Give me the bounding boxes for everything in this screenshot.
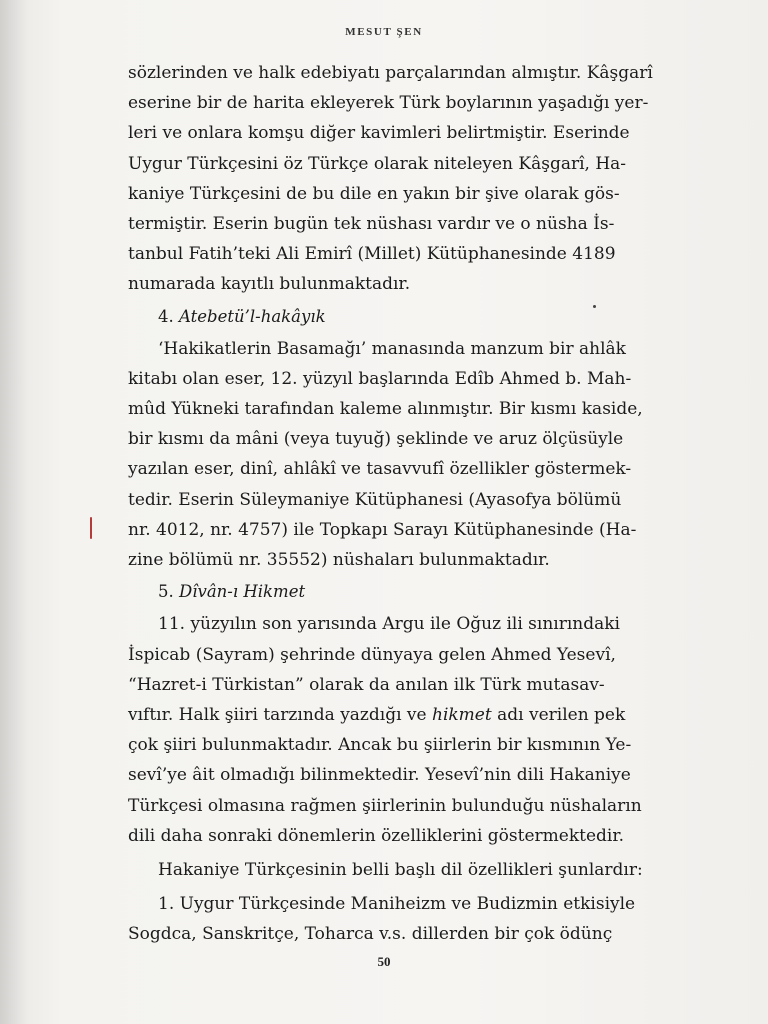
red-margin-mark	[90, 517, 92, 539]
text-segment: vıftır. Halk şiiri tarzında yazdığı ve	[128, 704, 432, 725]
body-text	[128, 58, 653, 949]
text-line: ‘Hakikatlerin Basamağı’ manasında manzum bir ahlâk	[158, 338, 626, 359]
section-number: 4.	[158, 306, 174, 326]
text-line: “Hazret-i Türkistan” olarak da anılan ilk Türk mutasav-	[128, 674, 605, 695]
text-line: leri ve onlara komşu diğer kavimleri belirtmiştir. Eserinde	[128, 123, 630, 144]
text-line: Türkçesi olmasına rağmen şiirlerinin bulunduğu nüshaların	[128, 795, 642, 816]
text-line: sözlerinden ve halk edebiyatı parçalarından almıştır. Kâşgarî	[128, 63, 653, 83]
paragraph-item-1	[128, 889, 640, 949]
text-line: numarada kayıtlı bulunmaktadır.	[128, 274, 411, 295]
text-line: kitabı olan eser, 12. yüzyıl başlarında Edîb Ahmed b. Mah-	[128, 368, 632, 389]
paragraph-features-intro: Hakaniye Türkçesinin belli başlı dil özellikleri şunlardır:	[158, 859, 643, 880]
italic-term: hikmet	[432, 704, 492, 725]
section-title: Atebetü’l-hakâyık	[179, 306, 326, 326]
text-segment: adı verilen pek	[491, 704, 626, 725]
paragraph-divan-i-hikmet	[128, 609, 640, 851]
section-number: 5.	[158, 582, 174, 602]
paragraph-kasgari	[128, 58, 653, 300]
text-line: tedir. Eserin Süleymaniye Kütüphanesi (Ayasofya bölümü	[128, 489, 622, 510]
text-line: mûd Yükneki tarafından kaleme alınmıştır. Bir kısmı kaside,	[128, 399, 643, 420]
text-line: eserine bir de harita ekleyerek Türk boylarının yaşadığı yer-	[128, 93, 649, 114]
text-line: dili daha sonraki dönemlerin özelliklerini göstermektedir.	[128, 825, 625, 846]
text-line: Sogdca, Sanskritçe, Toharca v.s. dillerden bir çok ödünç	[128, 924, 613, 945]
text-line: çok şiiri bulunmaktadır. Ancak bu şiirlerin bir kısmının Ye-	[128, 735, 632, 756]
text-line: yazılan eser, dinî, ahlâkî ve tasavvufî özellikler göstermek-	[128, 459, 632, 480]
section-title: Dîvân-ı Hikmet	[179, 582, 306, 602]
running-header: MESUT ŞEN	[345, 26, 423, 38]
page-number: 50	[377, 954, 391, 969]
text-line: İspicab (Sayram) şehrinde dünyaya gelen Ahmed Yesevî,	[128, 644, 616, 665]
paragraph-atebetul-hakayik	[128, 334, 643, 576]
section-heading-5	[128, 577, 640, 607]
text-line: 11. yüzyılın son yarısında Argu ile Oğuz ili sınırındaki	[158, 614, 620, 635]
text-line: sevî’ye âit olmadığı bilinmektedir. Yesevî’nin dili Hakaniye	[128, 765, 631, 786]
text-line: 1. Uygur Türkçesinde Maniheizm ve Budizmin etkisiyle	[158, 894, 636, 915]
text-line: nr. 4012, nr. 4757) ile Topkapı Sarayı Kütüphanesinde (Ha-	[128, 519, 637, 540]
text-line: tanbul Fatih’teki Ali Emirî (Millet) Kütüphanesinde 4189	[128, 244, 616, 265]
section-heading-4	[128, 302, 640, 332]
text-line-with-italic	[128, 700, 640, 730]
text-line: termiştir. Eserin bugün tek nüshası vardır ve o nüsha İs-	[128, 213, 615, 234]
text-line: kaniye Türkçesini de bu dile en yakın bir şive olarak gös-	[128, 183, 620, 204]
text-line: Uygur Türkçesini öz Türkçe olarak niteleyen Kâşgarî, Ha-	[128, 153, 627, 174]
text-line: zine bölümü nr. 35552) nüshaları bulunmaktadır.	[128, 550, 550, 570]
spine-shadow	[0, 0, 28, 1024]
text-line: bir kısmı da mâni (veya tuyuğ) şeklinde ve aruz ölçüsüyle	[128, 429, 624, 450]
